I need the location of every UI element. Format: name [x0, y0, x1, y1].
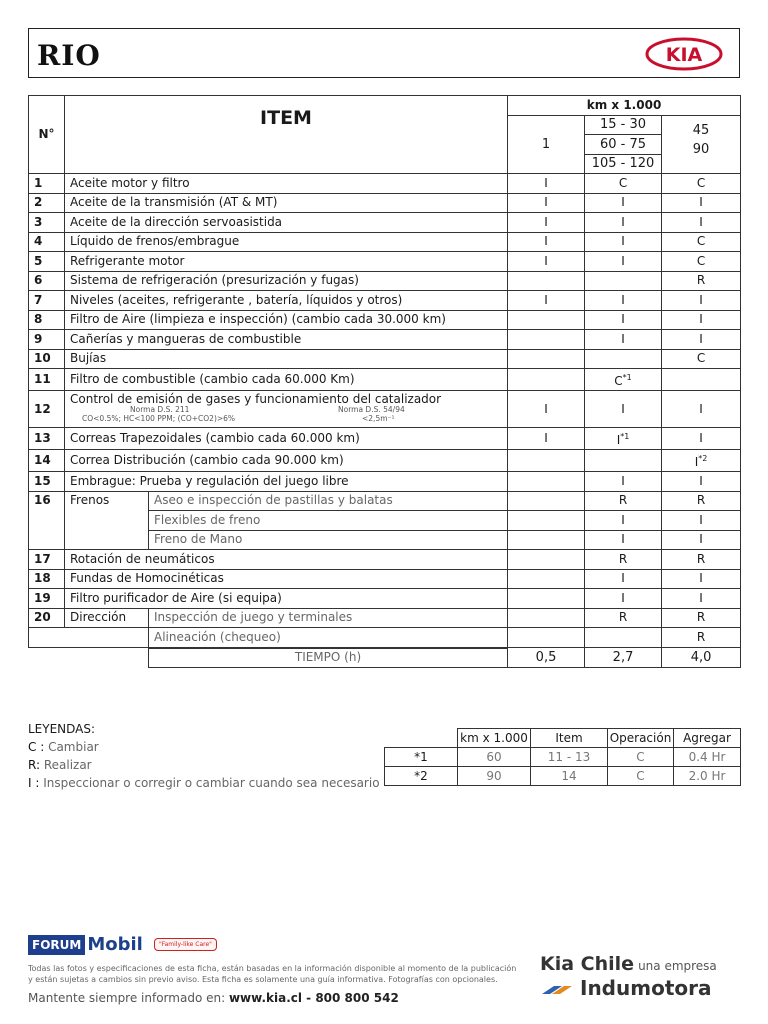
family-care-badge: "Family-like Care"	[154, 938, 217, 951]
row-number: 10	[29, 349, 65, 369]
km-col2-a: 15 - 30	[585, 115, 662, 135]
value-km3: C	[662, 349, 741, 369]
value-km3: I	[662, 511, 741, 531]
row-number: 15	[29, 472, 65, 492]
footnote-marker: *1	[620, 432, 630, 441]
header-box	[28, 28, 740, 78]
value-km2: I	[585, 589, 662, 609]
value-km1: I	[508, 252, 585, 272]
row-number: 9	[29, 330, 65, 350]
km-col3-a: 45	[692, 123, 710, 139]
sub-label: Freno de Mano	[149, 530, 508, 550]
tiempo-km3: 4,0	[662, 648, 741, 668]
value-km1	[508, 511, 585, 531]
table-row	[29, 428, 741, 450]
row-number: 13	[29, 428, 65, 450]
footnote-marker: *2	[698, 454, 708, 463]
table-row	[29, 349, 741, 369]
row-label: Filtro de combustible (cambio cada 60.000 Km)	[65, 369, 508, 391]
value-km1	[508, 608, 585, 628]
table-row	[29, 628, 741, 648]
row-label: Aceite motor y filtro	[65, 174, 508, 194]
value-km1	[508, 349, 585, 369]
col-km-header: km x 1.000	[508, 96, 741, 116]
value-km3: R	[662, 491, 741, 511]
value-km1	[508, 491, 585, 511]
notes-header-add: Agregar	[674, 729, 741, 748]
sub-label: Aseo e inspección de pastillas y balatas	[149, 491, 508, 511]
value-km1: I	[508, 193, 585, 213]
value-km1: I	[508, 428, 585, 450]
row-label: Filtro purificador de Aire (si equipa)	[65, 589, 508, 609]
value-km2: I	[585, 193, 662, 213]
legend-title: LEYENDAS:	[28, 722, 96, 736]
row-label: Sistema de refrigeración (presurización y fugas)	[65, 271, 508, 291]
notes-row2-add: 2.0 Hr	[674, 767, 741, 786]
row-number: 19	[29, 589, 65, 609]
row-label: Bujías	[65, 349, 508, 369]
kia-logo-text: KIA	[665, 44, 703, 66]
table-row	[29, 213, 741, 233]
direccion-label: Dirección	[65, 608, 149, 628]
km-col1: 1	[508, 115, 585, 174]
table-row	[29, 174, 741, 194]
legend-item-i: I : Inspeccionar o corregir o cambiar cuando sea necesario	[28, 776, 380, 790]
sub-label: Inspección de juego y terminales	[149, 608, 508, 628]
mobil-logo: Mobil	[87, 934, 143, 955]
row-number: 1	[29, 174, 65, 194]
indumotora-mark-icon	[540, 983, 576, 997]
notes-row2-op: C	[608, 767, 674, 786]
row-number: 2	[29, 193, 65, 213]
row-number: 17	[29, 550, 65, 570]
row-label: Fundas de Homocinéticas	[65, 569, 508, 589]
disclaimer: Todas las fotos y especificaciones de esta ficha, están basadas en la información disponible al momento de la publicación y están sujetas a cambios sin previo aviso. Esta ficha es solamente una guía informativa. Fotografías con opcionales.	[28, 964, 517, 984]
table-row	[29, 271, 741, 291]
table-row	[29, 569, 741, 589]
footnote-marker: *1	[622, 373, 632, 382]
legend	[28, 720, 380, 792]
value-km2	[585, 628, 662, 648]
value-km2: I	[585, 213, 662, 233]
notes-row1-item: 11 - 13	[531, 748, 608, 767]
maintenance-table	[28, 95, 741, 668]
table-row	[29, 310, 741, 330]
value-km3	[662, 369, 741, 391]
row-number: 3	[29, 213, 65, 233]
value-km1	[508, 569, 585, 589]
value-km2: R	[585, 491, 662, 511]
notes-header-op: Operación	[608, 729, 674, 748]
forum-logo: FORUM	[28, 935, 85, 955]
row-label: Correa Distribución (cambio cada 90.000 km)	[65, 450, 508, 472]
table-row	[29, 193, 741, 213]
value-km2	[585, 349, 662, 369]
value-km1: I	[508, 213, 585, 233]
value-km3: R	[662, 271, 741, 291]
value-km1	[508, 369, 585, 391]
value-km2	[585, 450, 662, 472]
row-number: 12	[29, 391, 65, 428]
value-km1	[508, 330, 585, 350]
row-label: Embrague: Prueba y regulación del juego libre	[65, 472, 508, 492]
contact-link[interactable]: www.kia.cl - 800 800 542	[228, 991, 399, 1005]
value-km1	[508, 589, 585, 609]
tiempo-label: TIEMPO (h)	[149, 648, 508, 668]
table-row	[29, 450, 741, 472]
km-col3	[662, 115, 741, 174]
table-row	[29, 589, 741, 609]
row-label: Rotación de neumáticos	[65, 550, 508, 570]
value-km1	[508, 550, 585, 570]
value-km1: I	[508, 232, 585, 252]
value-km3: I	[662, 330, 741, 350]
col-no-header: N°	[29, 96, 65, 174]
value-km2: R	[585, 550, 662, 570]
table-row	[29, 391, 741, 428]
tiempo-km1: 0,5	[508, 648, 585, 668]
value-km3: C	[662, 232, 741, 252]
value-km2: C	[585, 174, 662, 194]
value-km3: I	[662, 291, 741, 311]
value-km2: I	[585, 391, 662, 428]
value-km3: $I^{*2}$	[662, 450, 741, 472]
value-km3: I	[662, 310, 741, 330]
value-km2: I	[585, 252, 662, 272]
value-km3: I	[662, 472, 741, 492]
notes-header-km: km x 1.000	[458, 729, 531, 748]
una-empresa: una empresa	[638, 959, 717, 973]
notes-row1-km: 60	[458, 748, 531, 767]
value-km2: I	[585, 472, 662, 492]
notes-row1-add: 0.4 Hr	[674, 748, 741, 767]
notes-row1-op: C	[608, 748, 674, 767]
row-number: 18	[29, 569, 65, 589]
value-km2	[585, 271, 662, 291]
empty-cell	[29, 628, 149, 648]
notes-header-item: Item	[531, 729, 608, 748]
row-number: 6	[29, 271, 65, 291]
km-col3-b: 90	[692, 142, 710, 158]
value-km3: I	[662, 213, 741, 233]
row-label: Filtro de Aire (limpieza e inspección) (cambio cada 30.000 km)	[65, 310, 508, 330]
notes-corner	[385, 729, 458, 748]
row-label: Líquido de frenos/embrague	[65, 232, 508, 252]
value-km3: I	[662, 193, 741, 213]
row-number: 7	[29, 291, 65, 311]
value-km3: C	[662, 252, 741, 272]
table-row	[29, 491, 741, 511]
value-km3: I	[662, 569, 741, 589]
table-row	[29, 550, 741, 570]
value-km1	[508, 628, 585, 648]
row-number: 8	[29, 310, 65, 330]
indumotora-logo: Indumotora	[540, 976, 711, 1000]
value-km3: R	[662, 628, 741, 648]
value-km3: I	[662, 428, 741, 450]
value-km3: R	[662, 608, 741, 628]
km-col2-c: 105 - 120	[585, 154, 662, 174]
empty-cell	[29, 648, 149, 668]
notes-row2-km: 90	[458, 767, 531, 786]
row-label: Control de emisión de gases y funcionamiento del catalizador Norma D.S. 211 Norma D.S. 54/94 CO<0.5%; HC<100 PPM; (CO+CO2)>6% <2,5m⁻¹	[65, 391, 508, 428]
table-row	[29, 608, 741, 628]
table-row	[29, 232, 741, 252]
row-label: Aceite de la transmisión (AT & MT)	[65, 193, 508, 213]
notes-table	[384, 728, 741, 786]
notes-row1-id: *1	[385, 748, 458, 767]
value-km1: I	[508, 291, 585, 311]
row-number: 16	[29, 491, 65, 550]
value-km1	[508, 310, 585, 330]
row-number: 11	[29, 369, 65, 391]
table-row	[29, 472, 741, 492]
value-km1: I	[508, 174, 585, 194]
value-km1	[508, 472, 585, 492]
kia-logo	[645, 37, 723, 71]
tiempo-row	[29, 648, 741, 668]
notes-row2-item: 14	[531, 767, 608, 786]
value-km2: R	[585, 608, 662, 628]
value-km2: I	[585, 232, 662, 252]
value-km3: I	[662, 391, 741, 428]
value-km2: $I^{*1}$	[585, 428, 662, 450]
value-km2: I	[585, 330, 662, 350]
sub-label: Alineación (chequeo)	[149, 628, 508, 648]
row-number: 14	[29, 450, 65, 472]
table-row	[29, 330, 741, 350]
value-km1	[508, 530, 585, 550]
row-label: Aceite de la dirección servoasistida	[65, 213, 508, 233]
row-label: Niveles (aceites, refrigerante , batería, líquidos y otros)	[65, 291, 508, 311]
notes-row2-id: *2	[385, 767, 458, 786]
value-km2: I	[585, 569, 662, 589]
kia-chile-logo: Kia Chile una empresa	[540, 953, 717, 975]
table-row	[29, 369, 741, 391]
value-km3: I	[662, 530, 741, 550]
footer-logos	[28, 934, 217, 956]
value-km3: R	[662, 550, 741, 570]
row-number: 20	[29, 608, 65, 628]
row-label: Correas Trapezoidales (cambio cada 60.000 km)	[65, 428, 508, 450]
frenos-label: Frenos	[65, 491, 149, 550]
value-km2: I	[585, 291, 662, 311]
value-km1	[508, 450, 585, 472]
value-km2: $C^{*1}$	[585, 369, 662, 391]
emission-norms: Norma D.S. 211 Norma D.S. 54/94 CO<0.5%; HC<100 PPM; (CO+CO2)>6% <2,5m⁻¹	[82, 405, 405, 423]
value-km2: I	[585, 310, 662, 330]
col-item-header: ITEM	[65, 96, 508, 174]
table-row	[29, 252, 741, 272]
legend-item-c: C : Cambiar	[28, 740, 99, 754]
tiempo-km2: 2,7	[585, 648, 662, 668]
value-km3: I	[662, 589, 741, 609]
rio-logo: RIO	[37, 39, 101, 72]
contact-line: Mantente siempre informado en: www.kia.cl - 800 800 542	[28, 991, 399, 1005]
row-number: 4	[29, 232, 65, 252]
sub-label: Flexibles de freno	[149, 511, 508, 531]
value-km2: I	[585, 530, 662, 550]
row-label: Refrigerante motor	[65, 252, 508, 272]
row-label: Cañerías y mangueras de combustible	[65, 330, 508, 350]
km-col2-b: 60 - 75	[585, 135, 662, 155]
value-km3: C	[662, 174, 741, 194]
table-row	[29, 291, 741, 311]
value-km1: I	[508, 391, 585, 428]
legend-item-r: R: Realizar	[28, 758, 92, 772]
value-km1	[508, 271, 585, 291]
value-km2: I	[585, 511, 662, 531]
row-number: 5	[29, 252, 65, 272]
